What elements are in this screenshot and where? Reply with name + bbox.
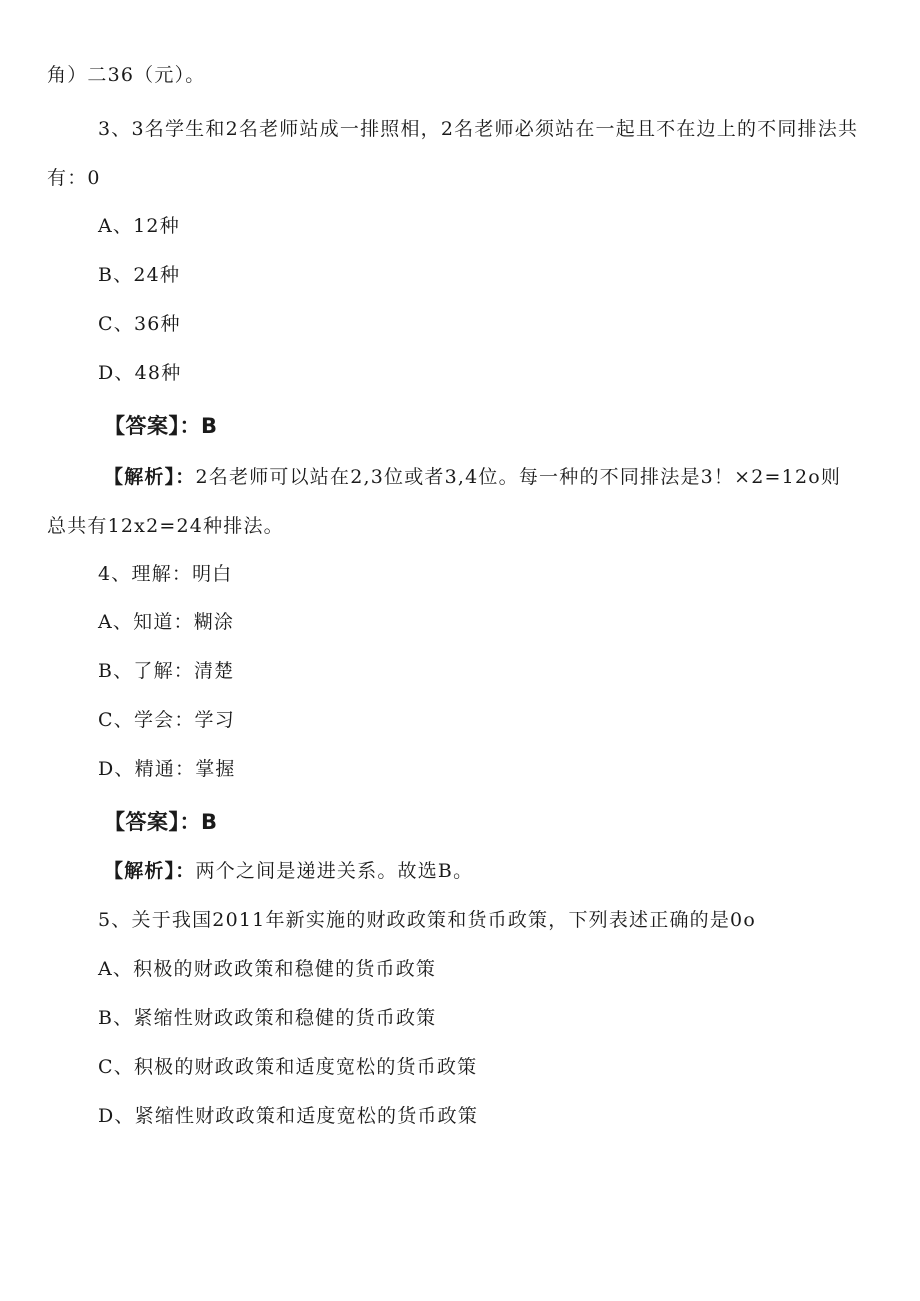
question-4-option-d: D、精通：掌握 bbox=[98, 758, 236, 780]
question-3-option-b: B、24种 bbox=[98, 264, 181, 286]
question-3-option-a: A、12种 bbox=[98, 215, 180, 237]
question-4-option-a: A、知道：糊涂 bbox=[98, 611, 235, 633]
analysis-label: 【解析】： bbox=[104, 466, 196, 488]
analysis-text: 两个之间是递进关系。故选B。 bbox=[195, 860, 474, 882]
question-5-option-a: A、积极的财政政策和稳健的货币政策 bbox=[98, 958, 437, 980]
question-4-option-c: C、学会：学习 bbox=[98, 709, 235, 731]
question-4: 4、理解：明白 bbox=[98, 563, 233, 585]
analysis-text: 2名老师可以站在2,3位或者3,4位。每一种的不同排法是3！×2=12o则 bbox=[195, 466, 842, 488]
question-5: 5、关于我国2011年新实施的财政政策和货币政策，下列表述正确的是0o bbox=[98, 909, 756, 931]
question-3-continued: 有：0 bbox=[47, 167, 101, 189]
question-3-option-d: D、48种 bbox=[98, 362, 182, 384]
text-line: 角）二36（元）。 bbox=[47, 64, 206, 86]
question-4-option-b: B、了解：清楚 bbox=[98, 660, 235, 682]
question-5-option-b: B、紧缩性财政政策和稳健的货币政策 bbox=[98, 1007, 437, 1029]
question-3-option-c: C、36种 bbox=[98, 313, 181, 335]
question-3-analysis bbox=[104, 465, 841, 489]
question-5-option-c: C、积极的财政政策和适度宽松的货币政策 bbox=[98, 1056, 478, 1078]
question-5-option-d: D、紧缩性财政政策和适度宽松的货币政策 bbox=[98, 1105, 479, 1127]
question-4-answer: 【答案】：B bbox=[104, 810, 218, 834]
question-3-analysis-continued: 总共有12x2=24种排法。 bbox=[47, 515, 284, 537]
question-3: 3、3名学生和2名老师站成一排照相，2名老师必须站在一起且不在边上的不同排法共 bbox=[98, 118, 859, 140]
analysis-label: 【解析】： bbox=[104, 860, 196, 882]
question-4-analysis bbox=[104, 859, 473, 883]
question-3-answer: 【答案】：B bbox=[104, 414, 218, 438]
